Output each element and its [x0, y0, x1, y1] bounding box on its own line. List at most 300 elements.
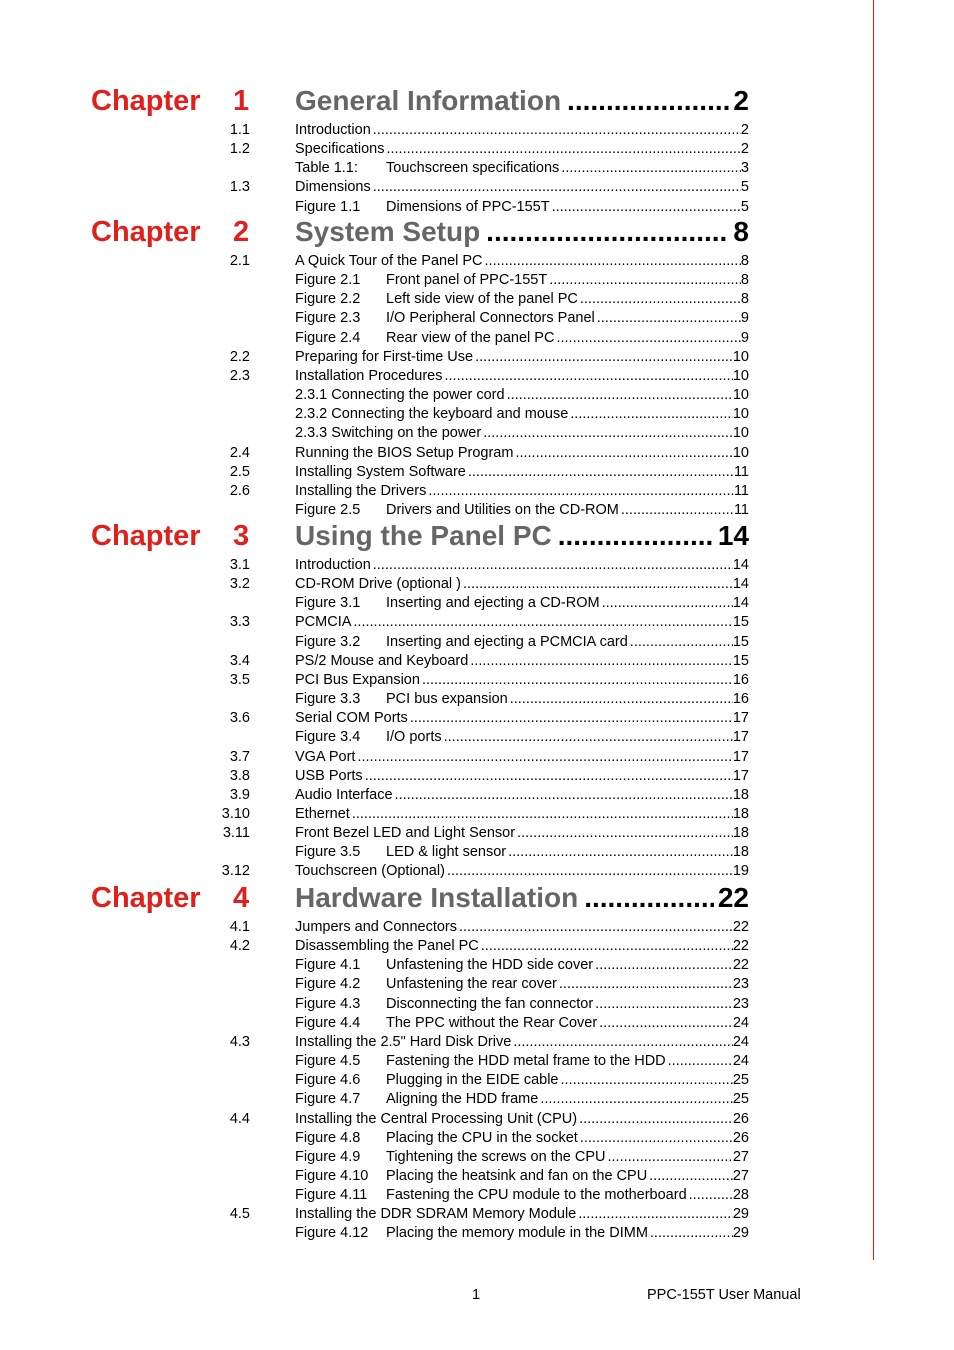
entry-page: 28 — [732, 1187, 749, 1204]
toc-entry[interactable] — [0, 386, 954, 405]
dot-leader — [444, 728, 733, 747]
dot-leader — [481, 937, 733, 956]
entry-line — [295, 178, 749, 197]
entry-line — [295, 748, 749, 767]
toc-entry[interactable] — [0, 748, 954, 767]
entry-label: PCI bus expansion — [386, 691, 508, 708]
toc-entry[interactable] — [0, 956, 954, 975]
figure-label: Figure 4.1 — [295, 957, 361, 974]
chapter-heading[interactable] — [0, 519, 954, 553]
toc-entry[interactable] — [0, 140, 954, 159]
entry-label: Disassembling the Panel PC — [295, 938, 479, 955]
entry-label: Specifications — [295, 141, 385, 158]
figure-label: Figure 4.12 — [295, 1225, 369, 1242]
toc-entry[interactable] — [0, 159, 954, 178]
dot-leader — [468, 463, 734, 482]
entry-page: 14 — [732, 557, 749, 573]
entry-label: PCI Bus Expansion — [295, 671, 420, 688]
section-number: 4.5 — [229, 1206, 250, 1223]
entry-label: Introduction — [295, 122, 371, 138]
entry-page: 25 — [732, 1091, 749, 1108]
toc-entry[interactable] — [0, 1071, 954, 1090]
chapter-heading[interactable] — [0, 215, 954, 249]
dot-leader — [602, 594, 733, 613]
entry-label: Running the BIOS Setup Program — [295, 444, 514, 461]
toc-entry[interactable] — [0, 671, 954, 690]
entry-line — [295, 501, 749, 520]
section-number: 1.1 — [229, 122, 250, 138]
dot-leader — [561, 159, 741, 178]
dot-leader — [630, 633, 733, 652]
entry-label: Placing the CPU in the socket — [386, 1129, 578, 1146]
dot-leader — [373, 121, 741, 140]
entry-page: 26 — [732, 1129, 749, 1146]
dot-leader — [515, 444, 732, 463]
entry-line — [295, 140, 749, 159]
entry-page: 18 — [732, 786, 749, 803]
chapter-title-line — [295, 215, 749, 249]
dot-leader — [608, 1148, 733, 1167]
toc-entry[interactable] — [0, 501, 954, 520]
figure-label: Figure 4.6 — [295, 1072, 361, 1089]
entry-label: VGA Port — [295, 748, 356, 765]
figure-label: Figure 4.2 — [295, 976, 361, 993]
entry-page: 18 — [732, 825, 749, 842]
chapter-title-line — [295, 84, 749, 118]
entry-page: 5 — [740, 198, 749, 215]
entry-line — [295, 1224, 749, 1243]
entry-page: 24 — [732, 1014, 749, 1031]
entry-page: 16 — [732, 691, 749, 708]
figure-label: Figure 2.4 — [295, 329, 361, 346]
dot-leader — [428, 482, 734, 501]
entry-line — [295, 1052, 749, 1071]
chapter-word: Chapter — [91, 85, 201, 117]
figure-label: Figure 3.2 — [295, 633, 361, 650]
entry-line — [295, 1090, 749, 1109]
entry-line — [295, 690, 749, 709]
section-number: 2.2 — [229, 348, 250, 365]
entry-page: 11 — [733, 482, 749, 499]
entry-page: 29 — [732, 1225, 749, 1242]
toc-entry[interactable] — [0, 613, 954, 632]
entry-label: Rear view of the panel PC — [386, 329, 555, 346]
entry-line — [295, 1110, 749, 1129]
chapter-title: System Setup — [295, 216, 481, 247]
entry-line — [295, 1186, 749, 1205]
dot-leader — [668, 1052, 733, 1071]
dot-leader — [475, 348, 733, 367]
toc-entry[interactable] — [0, 786, 954, 805]
chapter-page: 8 — [733, 216, 749, 247]
dot-leader — [558, 519, 714, 553]
figure-label: Figure 3.5 — [295, 844, 361, 861]
entry-page: 8 — [740, 272, 749, 289]
entry-line — [295, 290, 749, 309]
figure-label: Figure 2.1 — [295, 272, 361, 289]
dot-leader — [486, 215, 729, 249]
page-number: 1 — [472, 1287, 481, 1303]
section-number: 3.6 — [229, 710, 250, 727]
entry-page: 10 — [732, 387, 749, 404]
dot-leader — [552, 198, 741, 217]
entry-line — [295, 1129, 749, 1148]
section-number: 2.5 — [229, 463, 250, 480]
entry-page: 2 — [740, 122, 749, 138]
entry-label: Front Bezel LED and Light Sensor — [295, 825, 516, 842]
toc-entry[interactable] — [0, 482, 954, 501]
section-number: 3.5 — [229, 671, 250, 688]
toc-entry[interactable] — [0, 805, 954, 824]
section-number: 3.2 — [229, 576, 250, 593]
figure-label: Figure 2.3 — [295, 310, 361, 327]
toc-entry[interactable] — [0, 575, 954, 594]
dot-leader — [621, 501, 734, 520]
entry-label: 2.3.3 Switching on the power — [295, 425, 482, 442]
toc-entry[interactable] — [0, 367, 954, 386]
dot-leader — [579, 1110, 733, 1129]
entry-label: Serial COM Ports — [295, 710, 408, 727]
dot-leader — [689, 1186, 733, 1205]
dot-leader — [556, 329, 740, 348]
dot-leader — [470, 652, 733, 671]
section-number: 4.4 — [229, 1110, 250, 1127]
entry-label: Installation Procedures — [295, 367, 443, 384]
entry-line — [295, 975, 749, 994]
toc-entry[interactable] — [0, 1090, 954, 1109]
entry-page: 24 — [732, 1033, 749, 1050]
entry-page: 9 — [740, 310, 749, 327]
figure-label: Table 1.1: — [295, 160, 358, 177]
entry-line — [295, 424, 749, 443]
entry-line — [295, 824, 749, 843]
chapter-word: Chapter — [91, 216, 201, 248]
dot-leader — [549, 271, 741, 290]
toc-entry[interactable] — [0, 824, 954, 843]
entry-label: 2.3.2 Connecting the keyboard and mouse — [295, 406, 569, 423]
entry-page: 18 — [732, 844, 749, 861]
entry-label: Aligning the HDD frame — [386, 1091, 539, 1108]
section-number: 1.2 — [229, 141, 250, 158]
figure-label: Figure 4.10 — [295, 1167, 369, 1184]
entry-line — [295, 482, 749, 501]
entry-page: 27 — [732, 1167, 749, 1184]
entry-line — [295, 862, 749, 881]
dot-leader — [567, 84, 729, 118]
toc-entry[interactable] — [0, 1033, 954, 1052]
entry-line — [295, 1167, 749, 1186]
section-number: 4.1 — [229, 919, 250, 935]
dot-leader — [578, 1205, 733, 1224]
chapter-heading[interactable] — [0, 881, 954, 915]
dot-leader — [459, 918, 733, 937]
entry-label: Installing the Drivers — [295, 482, 427, 499]
section-number: 2.1 — [229, 253, 250, 269]
entry-page: 25 — [732, 1072, 749, 1089]
entry-page: 10 — [732, 425, 749, 442]
entry-line — [295, 956, 749, 975]
entry-page: 23 — [732, 976, 749, 993]
toc-entry[interactable] — [0, 767, 954, 786]
dot-leader — [373, 178, 741, 197]
toc-entry[interactable] — [0, 424, 954, 443]
toc-entry[interactable] — [0, 633, 954, 652]
entry-line — [295, 594, 749, 613]
entry-label: Installing the DDR SDRAM Memory Module — [295, 1206, 577, 1223]
entry-page: 5 — [740, 179, 749, 196]
entry-label: Unfastening the HDD side cover — [386, 957, 594, 974]
entry-line — [295, 386, 749, 405]
toc-entry[interactable] — [0, 1129, 954, 1148]
dot-leader — [352, 805, 733, 824]
entry-label: CD-ROM Drive (optional ) — [295, 576, 461, 593]
dot-leader — [445, 367, 733, 386]
entry-label: LED & light sensor — [386, 844, 507, 861]
dot-leader — [597, 309, 741, 328]
entry-line — [295, 271, 749, 290]
toc-entry[interactable] — [0, 271, 954, 290]
entry-page: 19 — [732, 863, 749, 880]
section-number: 3.4 — [229, 652, 250, 669]
entry-line — [295, 367, 749, 386]
figure-label: Figure 1.1 — [295, 198, 361, 215]
entry-page: 27 — [732, 1148, 749, 1165]
figure-label: Figure 3.1 — [295, 595, 361, 612]
toc-entry[interactable] — [0, 1167, 954, 1186]
entry-line — [295, 995, 749, 1014]
entry-page: 15 — [732, 633, 749, 650]
entry-label: Installing the 2.5" Hard Disk Drive — [295, 1033, 512, 1050]
toc-entry[interactable] — [0, 348, 954, 367]
entry-label: Touchscreen (Optional) — [295, 863, 445, 880]
entry-label: Jumpers and Connectors — [295, 919, 457, 935]
section-number: 3.9 — [229, 786, 250, 803]
dot-leader — [540, 1090, 733, 1109]
entry-page: 10 — [732, 367, 749, 384]
entry-label: Unfastening the rear cover — [386, 976, 557, 993]
entry-line — [295, 633, 749, 652]
section-number: 3.7 — [229, 748, 250, 765]
dot-leader — [510, 690, 733, 709]
entry-line — [295, 444, 749, 463]
entry-line — [295, 1205, 749, 1224]
entry-label: Disconnecting the fan connector — [386, 995, 594, 1012]
chapter-number: 1 — [233, 85, 250, 117]
dot-leader — [584, 881, 714, 915]
entry-label: 2.3.1 Connecting the power cord — [295, 387, 505, 404]
entry-page: 10 — [732, 406, 749, 423]
toc-entry[interactable] — [0, 290, 954, 309]
entry-page: 23 — [732, 995, 749, 1012]
figure-label: Figure 4.5 — [295, 1053, 361, 1070]
toc-entry[interactable] — [0, 594, 954, 613]
entry-line — [295, 1033, 749, 1052]
section-number: 1.3 — [229, 179, 250, 196]
entry-label: Audio Interface — [295, 786, 393, 803]
chapter-heading[interactable] — [0, 84, 954, 118]
toc-entry[interactable] — [0, 937, 954, 956]
dot-leader — [649, 1167, 733, 1186]
chapter-word: Chapter — [91, 520, 201, 552]
chapter-title: General Information — [295, 85, 562, 116]
entry-label: PCMCIA — [295, 614, 352, 631]
dot-leader — [483, 424, 733, 443]
entry-line — [295, 575, 749, 594]
toc-entry[interactable] — [0, 1014, 954, 1033]
toc-entry[interactable] — [0, 463, 954, 482]
entry-line — [295, 1014, 749, 1033]
entry-page: 18 — [732, 805, 749, 822]
entry-line — [295, 198, 749, 217]
dot-leader — [650, 1224, 733, 1243]
entry-label: Front panel of PPC-155T — [386, 272, 548, 289]
entry-page: 11 — [733, 463, 749, 480]
entry-page: 26 — [732, 1110, 749, 1127]
dot-leader — [580, 290, 741, 309]
entry-page: 22 — [732, 919, 749, 935]
entry-page: 8 — [740, 253, 749, 269]
section-number: 3.11 — [222, 825, 250, 842]
toc-entry[interactable] — [0, 556, 954, 575]
figure-label: Figure 4.9 — [295, 1148, 361, 1165]
entry-line — [295, 329, 749, 348]
entry-page: 16 — [732, 671, 749, 688]
toc-entry[interactable] — [0, 652, 954, 671]
chapter-number: 4 — [233, 882, 250, 914]
entry-line — [295, 709, 749, 728]
figure-label: Figure 3.3 — [295, 691, 361, 708]
toc-entry[interactable] — [0, 690, 954, 709]
figure-label: Figure 2.5 — [295, 501, 361, 518]
toc-entry[interactable] — [0, 329, 954, 348]
entry-page: 22 — [732, 957, 749, 974]
toc-entry[interactable] — [0, 178, 954, 197]
entry-page: 3 — [740, 160, 749, 177]
toc-entry[interactable] — [0, 198, 954, 217]
chapter-title-line — [295, 881, 749, 915]
dot-leader — [595, 995, 733, 1014]
dot-leader — [513, 1033, 733, 1052]
dot-leader — [580, 1129, 733, 1148]
toc-entry[interactable] — [0, 1186, 954, 1205]
entry-label: Placing the heatsink and fan on the CPU — [386, 1167, 648, 1184]
entry-line — [295, 348, 749, 367]
entry-label: The PPC without the Rear Cover — [386, 1014, 598, 1031]
toc-entry[interactable] — [0, 709, 954, 728]
toc-entry[interactable] — [0, 1224, 954, 1243]
entry-line — [295, 652, 749, 671]
toc-entry[interactable] — [0, 444, 954, 463]
entry-line — [295, 805, 749, 824]
entry-line — [295, 1148, 749, 1167]
toc-entry[interactable] — [0, 252, 954, 271]
toc-entry[interactable] — [0, 995, 954, 1014]
entry-label: Inserting and ejecting a CD-ROM — [386, 595, 600, 612]
toc-entry[interactable] — [0, 121, 954, 140]
chapter-title: Hardware Installation — [295, 882, 579, 913]
dot-leader — [395, 786, 733, 805]
entry-label: Preparing for First-time Use — [295, 348, 474, 365]
manual-title: PPC-155T User Manual — [647, 1287, 801, 1303]
entry-label: Introduction — [295, 557, 371, 573]
dot-leader — [507, 386, 733, 405]
toc-entry[interactable] — [0, 405, 954, 424]
toc-entry[interactable] — [0, 1205, 954, 1224]
entry-label: Fastening the HDD metal frame to the HDD — [386, 1053, 666, 1070]
dot-leader — [599, 1014, 733, 1033]
dot-leader — [410, 709, 733, 728]
entry-line — [295, 405, 749, 424]
dot-leader — [559, 975, 733, 994]
entry-label: I/O Peripheral Connectors Panel — [386, 310, 595, 327]
toc-entry[interactable] — [0, 843, 954, 862]
figure-label: Figure 4.11 — [295, 1187, 368, 1204]
entry-label: Dimensions — [295, 179, 371, 196]
entry-label: Touchscreen specifications — [386, 160, 560, 177]
toc-entry[interactable] — [0, 1148, 954, 1167]
dot-leader — [561, 1071, 733, 1090]
entry-line — [295, 613, 749, 632]
section-number: 2.3 — [229, 367, 250, 384]
entry-label: USB Ports — [295, 767, 363, 784]
entry-line — [295, 937, 749, 956]
chapter-number: 3 — [233, 520, 250, 552]
chapter-word: Chapter — [91, 882, 201, 914]
entry-label: Tightening the screws on the CPU — [386, 1148, 606, 1165]
entry-page: 17 — [732, 767, 749, 784]
entry-line — [295, 159, 749, 178]
dot-leader — [463, 575, 733, 594]
section-number: 2.4 — [229, 444, 250, 461]
entry-page: 2 — [740, 141, 749, 158]
section-number: 3.12 — [221, 863, 250, 880]
toc-entry[interactable] — [0, 862, 954, 881]
dot-leader — [508, 843, 733, 862]
entry-label: PS/2 Mouse and Keyboard — [295, 652, 469, 669]
entry-label: Left side view of the panel PC — [386, 291, 578, 308]
toc-entry[interactable] — [0, 728, 954, 747]
dot-leader — [447, 862, 733, 881]
section-number: 4.3 — [229, 1033, 250, 1050]
section-number: 3.1 — [229, 557, 250, 573]
entry-label: Placing the memory module in the DIMM — [386, 1225, 648, 1242]
entry-line — [295, 728, 749, 747]
dot-leader — [353, 613, 732, 632]
toc-entry[interactable] — [0, 975, 954, 994]
entry-label: Installing the Central Processing Unit (CPU) — [295, 1110, 578, 1127]
dot-leader — [373, 556, 733, 575]
figure-label: Figure 4.8 — [295, 1129, 361, 1146]
toc-entry[interactable] — [0, 309, 954, 328]
figure-label: Figure 2.2 — [295, 291, 361, 308]
toc-entry[interactable] — [0, 918, 954, 937]
toc-entry[interactable] — [0, 1052, 954, 1071]
entry-line — [295, 309, 749, 328]
dot-leader — [357, 748, 732, 767]
entry-page: 8 — [740, 291, 749, 308]
toc-entry[interactable] — [0, 1110, 954, 1129]
entry-page: 24 — [732, 1053, 749, 1070]
section-number: 4.2 — [229, 938, 250, 955]
chapter-title: Using the Panel PC — [295, 520, 552, 551]
dot-leader — [422, 671, 733, 690]
section-number: 3.8 — [229, 767, 250, 784]
figure-label: Figure 4.4 — [295, 1014, 361, 1031]
entry-line — [295, 463, 749, 482]
entry-label: Plugging in the EIDE cable — [386, 1072, 559, 1089]
entry-line — [295, 767, 749, 786]
figure-label: Figure 3.4 — [295, 729, 361, 746]
